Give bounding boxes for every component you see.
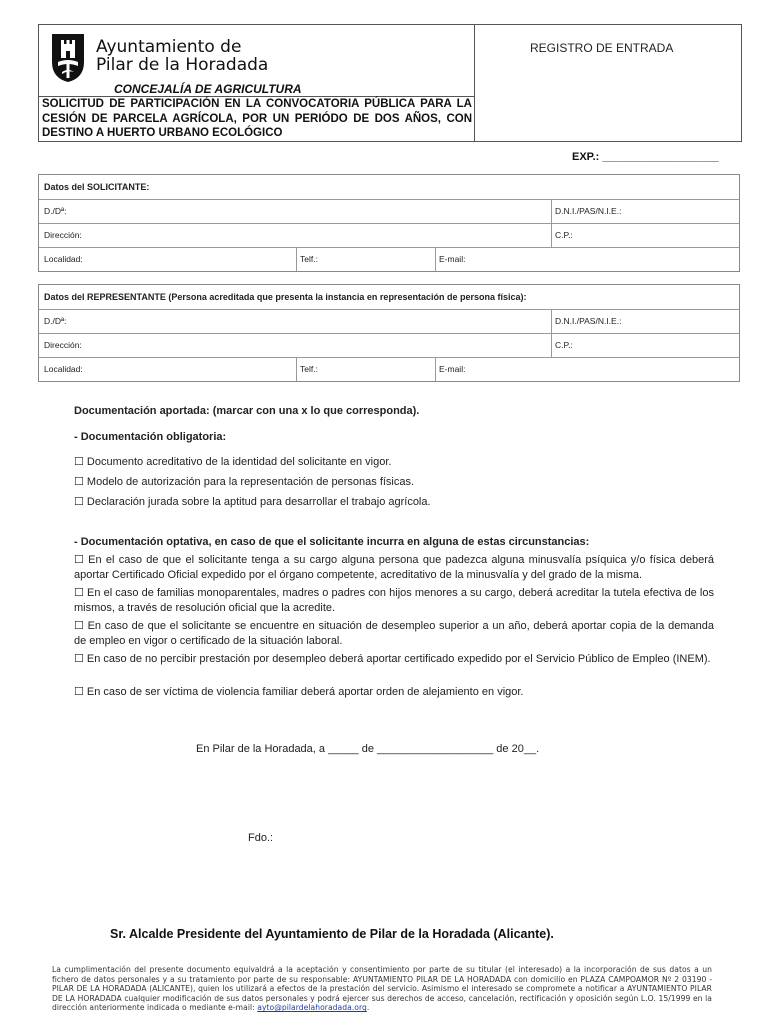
privacy-text-end: . (366, 1003, 370, 1013)
checkbox-item-prestacion[interactable]: ☐ En caso de no percibir prestación por desempleo deberá aportar certificado expedido por el Servicio Público de Empleo (INEM). (74, 653, 711, 665)
privacy-footer (52, 965, 712, 1013)
solicitante-name-row (39, 199, 739, 223)
solicitante-address-field[interactable]: Dirección: (44, 230, 82, 240)
representante-address-field[interactable]: Dirección: (44, 340, 82, 350)
representante-heading: Datos del REPRESENTANTE (Persona acreditada que presenta la instancia en representación de persona física): (44, 292, 527, 302)
expediente-field[interactable]: EXP.: ___________________ (572, 151, 719, 163)
representante-header-row (39, 285, 739, 309)
representante-phone-field[interactable]: Telf.: (300, 364, 318, 374)
representante-name-row (39, 309, 739, 333)
contact-email-link[interactable]: ayto@pilardelahoradada.org (257, 1003, 367, 1013)
checkbox-item-minusvalia[interactable]: ☐ En el caso de que el solicitante tenga a su cargo alguna persona que padezca alguna minusvalía psíquica y/o física deberá aportar Certificado Oficial expedido por el órgano competente, acreditativo de la minusvalía y del grado de la misma. (74, 554, 714, 581)
representante-locality-field[interactable]: Localidad: (44, 364, 83, 374)
representante-cp-field[interactable]: C.P.: (555, 340, 573, 350)
solicitante-email-field[interactable]: E-mail: (439, 254, 466, 264)
solicitante-header-row (39, 175, 739, 199)
solicitante-heading: Datos del SOLICITANTE: (44, 182, 150, 192)
organization-name-line2: Pilar de la Horadada (96, 55, 269, 75)
representante-table (38, 284, 740, 382)
checkbox-item-identidad[interactable]: ☐ Documento acreditativo de la identidad del solicitante en vigor. (74, 456, 392, 468)
registro-entrada-label: REGISTRO DE ENTRADA (530, 41, 674, 55)
solicitante-table (38, 174, 740, 272)
checkbox-item-desempleo[interactable]: ☐ En caso de que el solicitante se encuentre en situación de desempleo superior a un año, deberá aportar copia de la demanda de empleo en vigor o certificado de la situación laboral. (74, 620, 714, 647)
representante-locality-row (39, 357, 739, 381)
solicitante-locality-row (39, 247, 739, 271)
department-label: CONCEJALÍA DE AGRICULTURA (114, 82, 302, 96)
representante-dni-field[interactable]: D.N.I./PAS/N.I.E.: (555, 316, 622, 326)
coat-of-arms-logo (50, 32, 86, 84)
representante-name-field[interactable]: D./Dª: (44, 316, 67, 326)
solicitante-cp-field[interactable]: C.P.: (555, 230, 573, 240)
privacy-text: La cumplimentación del presente documento equivaldrá a la aceptación y consentimiento por parte de su titular (el interesado) a la incorporación de sus datos a un fichero de datos personales y a su tratamiento por parte de su responsable: AYUNTAMIENTO PILAR DE LA HORADADA con domicilio en PLAZA CAMPOAMOR Nº 2 03190 - PILAR DE LA HORADADA (ALICANTE), quien los utilizará a efectos de la prestación del servicio. Asimismo el interesado se compromete a notificar a AYUNTAMIENTO PILAR DE LA HORADADA cualquier modificación de sus datos personales y podrá ejercer sus derechos de acceso, cancelación, rectificación y oposición según L.O. 15/1999 en la dirección anteriormente indicada o mediante e-mail: (52, 965, 712, 1013)
solicitante-locality-field[interactable]: Localidad: (44, 254, 83, 264)
checkbox-item-violencia[interactable]: ☐ En caso de ser víctima de violencia familiar deberá aportar orden de alejamiento en vigor. (74, 686, 524, 698)
representante-email-field[interactable]: E-mail: (439, 364, 466, 374)
form-title: SOLICITUD DE PARTICIPACIÓN EN LA CONVOCATORIA PÚBLICA PARA LA CESIÓN DE PARCELA AGRÍCOLA, POR UN PERIÓDO DE DOS AÑOS, CON DESTINO A HUERTO URBANO ECOLÓGICO (42, 98, 472, 139)
solicitante-phone-field[interactable]: Telf.: (300, 254, 318, 264)
checkbox-item-autorizacion[interactable]: ☐ Modelo de autorización para la representación de personas físicas. (74, 476, 415, 488)
checkbox-item-monoparental[interactable]: ☐ En el caso de familias monoparentales, madres o padres con hijos menores a su cargo, deberá acreditar la tutela efectiva de los mismos, a través de resolución oficial que la acredite. (74, 587, 714, 614)
checkbox-item-declaracion[interactable]: ☐ Declaración jurada sobre la aptitud para desarrollar el trabajo agrícola. (74, 496, 431, 508)
organization-name (96, 38, 268, 74)
solicitante-name-field[interactable]: D./Dª: (44, 206, 67, 216)
representante-address-row (39, 333, 739, 357)
optativa-title: - Documentación optativa, en caso de que el solicitante incurra en alguna de estas circunstancias: (74, 536, 590, 548)
recipient-line: Sr. Alcalde Presidente del Ayuntamiento de Pilar de la Horadada (Alicante). (110, 927, 554, 941)
date-line[interactable]: En Pilar de la Horadada, a _____ de ___________________ de 20__. (196, 743, 540, 755)
obligatoria-title: - Documentación obligatoria: (74, 431, 227, 443)
organization-name-line1: Ayuntamiento de (96, 37, 242, 57)
documentacion-title: Documentación aportada: (marcar con una x lo que corresponda). (74, 405, 420, 417)
signature-label[interactable]: Fdo.: (248, 832, 274, 844)
solicitante-dni-field[interactable]: D.N.I./PAS/N.I.E.: (555, 206, 622, 216)
solicitante-address-row (39, 223, 739, 247)
